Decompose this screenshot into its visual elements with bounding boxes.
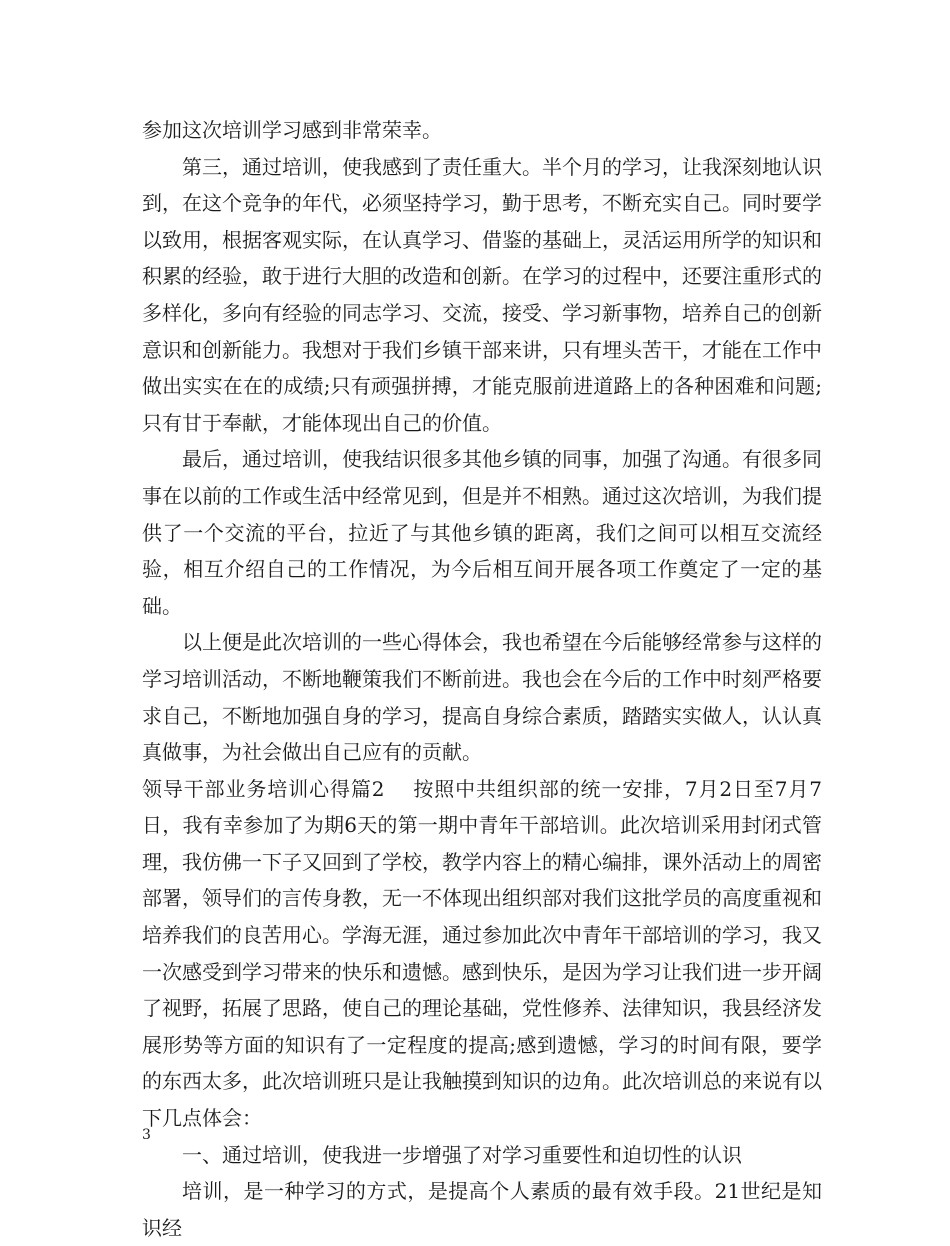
paragraph-continuation: 参加这次培训学习感到非常荣幸。 (142, 118, 442, 142)
point-one-heading: 一、通过培训，使我进一步增强了对学习重要性和迫切性的认识 (182, 1142, 742, 1167)
paragraph-last-point: 最后，通过培训，使我结识很多其他乡镇的同事，加强了沟通。有很多同事在以前的工作或生活中经常见到，但是并不相熟。通过这次培训，为我们提供了一个交流的平台，拉近了与其他乡镇的距离，我们之间可以相互交流经验，相互介绍自己的工作情况，为今后相互间开展各项工作奠定了一定的基础。 (142, 447, 822, 618)
paragraph-conclusion: 以上便是此次培训的一些心得体会，我也希望在今后能够经常参与这样的学习培训活动，不断地鞭策我们不断前进。我也会在今后的工作中时刻严格要求自己，不断地加强自身的学习，提高自身综合素质，踏踏实实做人，认认真真做事，为社会做出自己应有的贡献。 (142, 630, 822, 765)
document-body (142, 112, 822, 1246)
section-intro-text: 按照中共组织部的统一安排，7月2日至7月7日，我有幸参加了为期6天的第一期中青年干部培训。此次培训采用封闭式管理，我仿佛一下子又回到了学校，教学内容上的精心编排，课外活动上的周密部署，领导们的言传身教，无一不体现出组织部对我们这批学员的高度重视和培养我们的良苦用心。学海无涯，通过参加此次中青年干部培训的学习，我又一次感受到学习带来的快乐和遗憾。感到快乐，是因为学习让我们进一步开阔了视野，拓展了思路，使自己的理论基础，党性修养、法律知识，我县经济发展形势等方面的知识有了一定程度的提高;感到遗憾，学习的时间有限，要学的东西太多，此次培训班只是让我触摸到知识的边角。此次培训总的来说有以下几点体会： (142, 776, 822, 1131)
page-number: 3 (142, 1127, 151, 1143)
paragraph-third-point: 第三，通过培训，使我感到了责任重大。半个月的学习，让我深刻地认识到，在这个竞争的年代，必须坚持学习，勤于思考，不断充实自己。同时要学以致用，根据客观实际，在认真学习、借鉴的基础上，灵活运用所学的知识和积累的经验，敢于进行大胆的改造和创新。在学习的过程中，还要注重形式的多样化，多向有经验的同志学习、交流，接受、学习新事物，培养自己的创新意识和创新能力。我想对于我们乡镇干部来讲，只有埋头苦干，才能在工作中做出实实在在的成绩;只有顽强拼搏，才能克服前进道路上的各种困难和问题;只有甘于奉献，才能体现出自己的价值。 (142, 154, 822, 435)
paragraph-training: 培训，是一种学习的方式，是提高个人素质的最有效手段。21世纪是知识经 (142, 1179, 822, 1240)
section-heading: 领导干部业务培训心得篇2 (142, 776, 385, 801)
section-two-paragraph (142, 771, 822, 1137)
